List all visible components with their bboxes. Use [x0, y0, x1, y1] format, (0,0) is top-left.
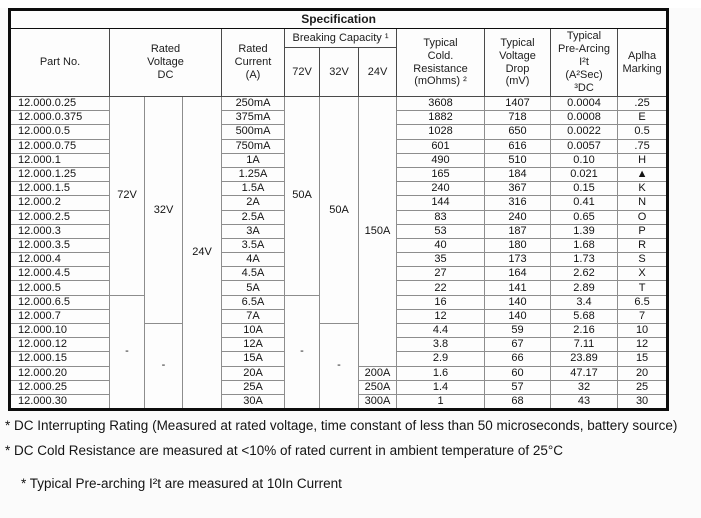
cell-prearc: 43 [551, 394, 618, 409]
cell-v1-group: 72V [110, 97, 145, 296]
cell-cold: 1.4 [397, 380, 485, 394]
cell-part: 12.000.3 [10, 224, 110, 238]
footnote-1: * DC Interrupting Rating (Measured at rated voltage, time constant of less than 50 microseconds, battery source) [5, 417, 678, 433]
cell-cold: 3.8 [397, 338, 485, 352]
cell-part: 12.000.15 [10, 352, 110, 366]
cell-drop: 650 [485, 125, 551, 139]
cell-prearc: 1.73 [551, 253, 618, 267]
cell-prearc: 32 [551, 380, 618, 394]
cell-part: 12.000.10 [10, 324, 110, 338]
cell-prearc: 2.16 [551, 324, 618, 338]
cell-drop: 367 [485, 182, 551, 196]
cell-prearc: 0.41 [551, 196, 618, 210]
cell-current: 500mA [222, 125, 285, 139]
cell-prearc: 1.68 [551, 238, 618, 252]
page [0, 8, 701, 518]
cell-cold: 2.9 [397, 352, 485, 366]
cell-drop: 316 [485, 196, 551, 210]
cell-cold: 1882 [397, 111, 485, 125]
cell-part: 12.000.25 [10, 380, 110, 394]
cell-mark: ▲ [618, 167, 668, 181]
cell-drop: 141 [485, 281, 551, 295]
cell-drop: 68 [485, 394, 551, 409]
cell-drop: 1407 [485, 97, 551, 111]
cell-mark: K [618, 182, 668, 196]
cell-current: 30A [222, 394, 285, 409]
table-title: Specification [10, 10, 668, 29]
cell-prearc: 0.0004 [551, 97, 618, 111]
cell-drop: 184 [485, 167, 551, 181]
cell-part: 12.000.0.25 [10, 97, 110, 111]
cell-part: 12.000.1 [10, 153, 110, 167]
cell-current: 250mA [222, 97, 285, 111]
cell-part: 12.000.1.5 [10, 182, 110, 196]
cell-mark: R [618, 238, 668, 252]
cell-cold: 40 [397, 238, 485, 252]
spec-table-body [10, 97, 668, 410]
cell-mark: 12 [618, 338, 668, 352]
cell-mark: X [618, 267, 668, 281]
cell-current: 375mA [222, 111, 285, 125]
cell-current: 2.5A [222, 210, 285, 224]
cell-drop: 140 [485, 309, 551, 323]
cell-cold: 240 [397, 182, 485, 196]
cell-prearc: 23.89 [551, 352, 618, 366]
cell-drop: 718 [485, 111, 551, 125]
table-header [10, 10, 668, 97]
cell-drop: 59 [485, 324, 551, 338]
cell-current: 1.25A [222, 167, 285, 181]
cell-part: 12.000.2 [10, 196, 110, 210]
cell-part: 12.000.0.75 [10, 139, 110, 153]
header-bc-72v: 72V [285, 48, 320, 97]
cell-cold: 144 [397, 196, 485, 210]
cell-mark: E [618, 111, 668, 125]
header-bc-32v: 32V [320, 48, 359, 97]
cell-cold: 83 [397, 210, 485, 224]
cell-drop: 60 [485, 366, 551, 380]
cell-v2-group: - [145, 324, 183, 410]
cell-prearc: 2.89 [551, 281, 618, 295]
cell-current: 10A [222, 324, 285, 338]
cell-drop: 66 [485, 352, 551, 366]
cell-prearc: 0.0008 [551, 111, 618, 125]
cell-mark: P [618, 224, 668, 238]
cell-bc3-group: 250A [359, 380, 397, 394]
cell-mark: 25 [618, 380, 668, 394]
cell-mark: 10 [618, 324, 668, 338]
cell-mark: O [618, 210, 668, 224]
cell-current: 6.5A [222, 295, 285, 309]
cell-mark: 7 [618, 309, 668, 323]
cell-cold: 1 [397, 394, 485, 409]
cell-current: 3A [222, 224, 285, 238]
cell-drop: 240 [485, 210, 551, 224]
header-breaking-capacity: Breaking Capacity ¹ [285, 29, 397, 48]
cell-current: 4A [222, 253, 285, 267]
header-alpha-marking: Aplha Marking [618, 29, 668, 97]
cell-current: 20A [222, 366, 285, 380]
cell-drop: 180 [485, 238, 551, 252]
header-rated-voltage: Rated Voltage DC [110, 29, 222, 97]
cell-bc3-group: 150A [359, 97, 397, 367]
cell-prearc: 0.021 [551, 167, 618, 181]
cell-bc2-group: - [320, 324, 359, 410]
cell-part: 12.000.0.375 [10, 111, 110, 125]
cell-cold: 12 [397, 309, 485, 323]
cell-cold: 35 [397, 253, 485, 267]
cell-cold: 3608 [397, 97, 485, 111]
cell-mark: N [618, 196, 668, 210]
cell-prearc: 0.10 [551, 153, 618, 167]
cell-current: 2A [222, 196, 285, 210]
cell-part: 12.000.7 [10, 309, 110, 323]
cell-mark: T [618, 281, 668, 295]
cell-cold: 53 [397, 224, 485, 238]
cell-bc1-group: - [285, 295, 320, 409]
cell-current: 5A [222, 281, 285, 295]
cell-part: 12.000.30 [10, 394, 110, 409]
cell-drop: 57 [485, 380, 551, 394]
cell-cold: 4.4 [397, 324, 485, 338]
cell-part: 12.000.20 [10, 366, 110, 380]
cell-part: 12.000.1.25 [10, 167, 110, 181]
cell-current: 1.5A [222, 182, 285, 196]
cell-prearc: 0.0057 [551, 139, 618, 153]
cell-drop: 616 [485, 139, 551, 153]
cell-v1-group: - [110, 295, 145, 409]
cell-part: 12.000.3.5 [10, 238, 110, 252]
header-voltage-drop: Typical Voltage Drop (mV) [485, 29, 551, 97]
cell-mark: 20 [618, 366, 668, 380]
header-cold-resistance: Typical Cold. Resistance (mOhms) ² [397, 29, 485, 97]
cell-bc3-group: 300A [359, 394, 397, 409]
footnote-2: * DC Cold Resistance are measured at <10% of rated current in ambient temperature of 25°C [5, 443, 564, 459]
header-rated-current: Rated Current (A) [222, 29, 285, 97]
cell-prearc: 0.15 [551, 182, 618, 196]
cell-cold: 1028 [397, 125, 485, 139]
cell-mark: S [618, 253, 668, 267]
cell-drop: 164 [485, 267, 551, 281]
cell-mark: 6.5 [618, 295, 668, 309]
cell-mark: .25 [618, 97, 668, 111]
cell-prearc: 0.0022 [551, 125, 618, 139]
cell-drop: 173 [485, 253, 551, 267]
cell-prearc: 0.65 [551, 210, 618, 224]
table-row [10, 97, 668, 111]
cell-cold: 490 [397, 153, 485, 167]
cell-prearc: 7.11 [551, 338, 618, 352]
cell-cold: 165 [397, 167, 485, 181]
cell-v3-group: 24V [183, 97, 222, 410]
cell-prearc: 47.17 [551, 366, 618, 380]
cell-drop: 67 [485, 338, 551, 352]
cell-mark: H [618, 153, 668, 167]
cell-current: 1A [222, 153, 285, 167]
header-pre-arcing: Typical Pre-Arcing I²t (A²Sec) ³DC [551, 29, 618, 97]
cell-bc3-group: 200A [359, 366, 397, 380]
cell-mark: 0.5 [618, 125, 668, 139]
cell-cold: 27 [397, 267, 485, 281]
cell-mark: .75 [618, 139, 668, 153]
cell-part: 12.000.5 [10, 281, 110, 295]
footnotes [5, 418, 701, 493]
cell-current: 15A [222, 352, 285, 366]
cell-current: 750mA [222, 139, 285, 153]
cell-current: 12A [222, 338, 285, 352]
cell-part: 12.000.6.5 [10, 295, 110, 309]
cell-current: 3.5A [222, 238, 285, 252]
cell-part: 12.000.12 [10, 338, 110, 352]
cell-current: 7A [222, 309, 285, 323]
table-row [10, 324, 668, 338]
cell-bc1-group: 50A [285, 97, 320, 296]
cell-cold: 22 [397, 281, 485, 295]
cell-cold: 1.6 [397, 366, 485, 380]
cell-part: 12.000.0.5 [10, 125, 110, 139]
specification-table [8, 8, 669, 411]
header-bc-24v: 24V [359, 48, 397, 97]
cell-cold: 16 [397, 295, 485, 309]
cell-current: 25A [222, 380, 285, 394]
cell-mark: 30 [618, 394, 668, 409]
cell-cold: 601 [397, 139, 485, 153]
cell-current: 4.5A [222, 267, 285, 281]
footnote-3: * Typical Pre-arching I²t are measured at 10In Current [21, 476, 342, 492]
cell-prearc: 1.39 [551, 224, 618, 238]
cell-prearc: 2.62 [551, 267, 618, 281]
header-part-no: Part No. [10, 29, 110, 97]
cell-v2-group: 32V [145, 97, 183, 324]
cell-mark: 15 [618, 352, 668, 366]
cell-prearc: 5.68 [551, 309, 618, 323]
cell-bc2-group: 50A [320, 97, 359, 324]
cell-drop: 187 [485, 224, 551, 238]
cell-part: 12.000.4.5 [10, 267, 110, 281]
cell-part: 12.000.2.5 [10, 210, 110, 224]
cell-drop: 510 [485, 153, 551, 167]
cell-drop: 140 [485, 295, 551, 309]
cell-prearc: 3.4 [551, 295, 618, 309]
cell-part: 12.000.4 [10, 253, 110, 267]
